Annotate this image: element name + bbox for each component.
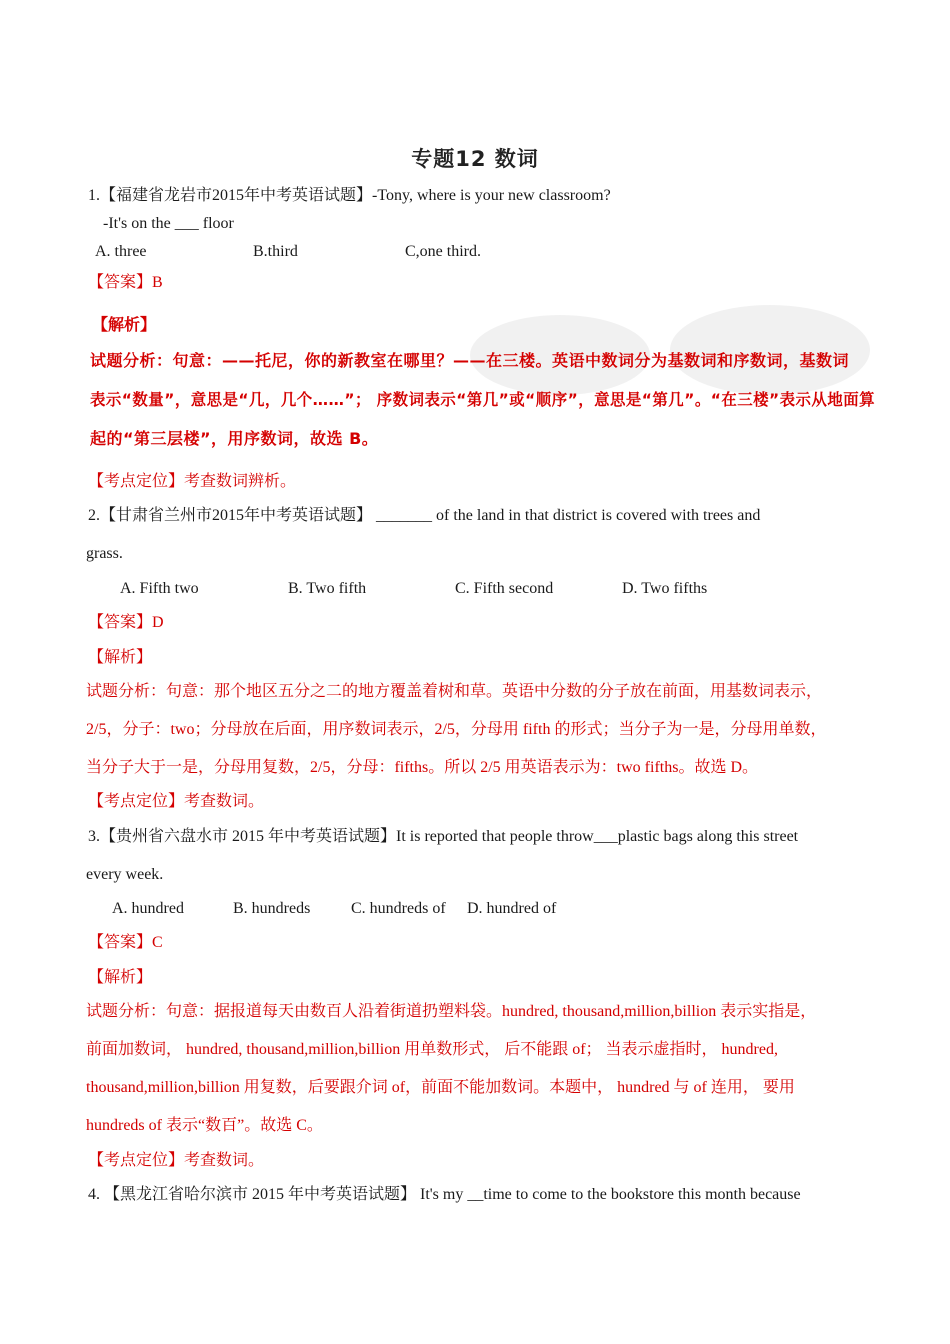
question-1-analysis-line-3: 起的“第三层楼”，用序数词，故选 B。	[90, 429, 379, 448]
question-1-option-a: A. three	[95, 243, 147, 260]
question-2-point: 【考点定位】考查数词。	[88, 793, 265, 810]
page-title: 专题12 数词	[411, 147, 539, 171]
question-2-option-d: D. Two fifths	[622, 580, 708, 597]
question-1-option-b: B.third	[253, 243, 298, 260]
question-2-stem-line2: grass.	[86, 545, 123, 562]
watermark-stamp	[670, 305, 870, 395]
question-2-analysis-line-2: 2/5，分子：two；分母放在后面，用序数词表示，2/5，分母用 fifth 的形式；当分子为一是，分母用单数，	[86, 721, 827, 738]
question-1-analysis-label: 【解析】	[92, 317, 157, 334]
question-3-stem: 3.【贵州省六盘水市 2015 年中考英语试题】It is reported that people throw___plastic bags along this street	[88, 828, 799, 845]
question-3-analysis-line-2: 前面加数词， hundred, thousand,million,billion 用单数形式， 后不能跟 of； 当表示虚指时， hundred,	[86, 1041, 778, 1058]
question-2-option-a: A. Fifth two	[120, 580, 199, 597]
question-1-option-c: C,one third.	[405, 243, 481, 260]
question-2-option-b: B. Two fifth	[288, 580, 367, 597]
question-3-analysis-line-1: 试题分析：句意：据报道每天由数百人沿着街道扔塑料袋。hundred, thousand,million,billion 表示实指是，	[86, 1003, 817, 1020]
question-3-option-a: A. hundred	[112, 900, 184, 917]
question-1-stem: 1.【福建省龙岩市2015年中考英语试题】-Tony, where is your new classroom?	[88, 187, 611, 204]
question-2-analysis-line-3: 当分子大于一是，分母用复数，2/5，分母：fifths。所以 2/5 用英语表示为：two fifths。故选 D。	[86, 759, 758, 776]
question-1-analysis-line-2: 表示“数量”，意思是“几，几个……”； 序数词表示“第几”或“顺序”，意思是“第几”。“在三楼”表示从地面算	[90, 390, 876, 409]
question-2-analysis-label: 【解析】	[88, 649, 153, 666]
question-2-stem: 2.【甘肃省兰州市2015年中考英语试题】 _______ of the land in that district is covered with trees and	[88, 507, 761, 524]
question-3-option-b: B. hundreds	[233, 900, 311, 917]
question-1-analysis-image	[90, 345, 880, 460]
question-3-analysis-line-4: hundreds of 表示“数百”。故选 C。	[86, 1117, 323, 1134]
question-3-option-c: C. hundreds of	[351, 900, 446, 917]
question-1-point: 【考点定位】考查数词辨析。	[88, 473, 297, 490]
question-3-answer: 【答案】C	[88, 934, 163, 951]
question-1-stem-line2: -It's on the ___ floor	[103, 215, 234, 232]
question-4-stem: 4. 【黑龙江省哈尔滨市 2015 年中考英语试题】 It's my __time to come to the bookstore this month because	[88, 1186, 801, 1203]
question-3-analysis-line-3: thousand,million,billion 用复数，后要跟介词 of，前面不能加数词。本题中， hundred 与 of 连用， 要用	[86, 1079, 795, 1096]
question-1-answer: 【答案】B	[88, 274, 163, 291]
question-1-analysis-line-1: 试题分析：句意：——托尼，你的新教室在哪里？——在三楼。英语中数词分为基数词和序数词，基数词	[90, 351, 850, 370]
question-3-stem-line2: every week.	[86, 866, 164, 883]
question-2-answer: 【答案】D	[88, 614, 164, 631]
question-2-analysis-line-1: 试题分析：句意：那个地区五分之二的地方覆盖着树和草。英语中分数的分子放在前面，用基数词表示，	[86, 683, 823, 700]
question-3-point: 【考点定位】考查数词。	[88, 1152, 265, 1169]
question-3-analysis-label: 【解析】	[88, 969, 153, 986]
question-2-option-c: C. Fifth second	[455, 580, 554, 597]
question-3-option-d: D. hundred of	[467, 900, 557, 917]
